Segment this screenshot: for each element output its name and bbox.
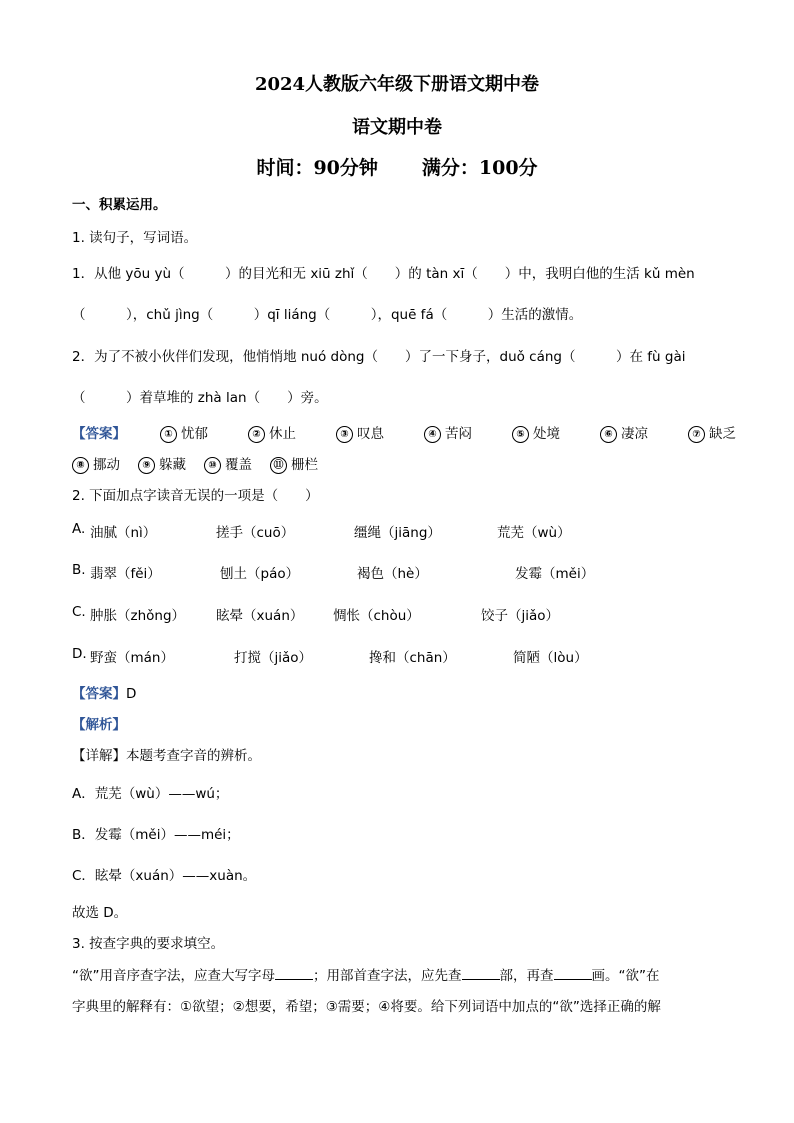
answer-number: ⑨ xyxy=(138,457,155,474)
answer-word: 缺乏 xyxy=(709,426,736,442)
fill-blank[interactable] xyxy=(554,967,592,980)
option-letter: A. xyxy=(72,521,86,537)
answer-item xyxy=(424,422,472,443)
answer-item xyxy=(336,422,384,443)
answer-label: 【答案】 xyxy=(72,426,126,442)
option-word: 简陋（lòu） xyxy=(513,650,588,666)
answer-number: ⑦ xyxy=(688,426,705,443)
fill-blank[interactable] xyxy=(462,967,500,980)
answer-word: 处境 xyxy=(533,426,560,442)
option-word: 翡翠（fěi） xyxy=(90,566,161,582)
answer-item xyxy=(138,453,186,474)
option-word: 刨土（páo） xyxy=(220,566,300,582)
option-word: 眩晕（xuán） xyxy=(216,608,304,624)
answer-item xyxy=(512,422,560,443)
question-1-prompt: 1. 读句子，写词语。 xyxy=(72,230,198,246)
fill-blank[interactable] xyxy=(275,967,313,980)
answer-number: ⑧ xyxy=(72,457,89,474)
answer-item xyxy=(688,422,736,443)
option-letter: C. xyxy=(72,604,86,620)
option-word: 褐色（hè） xyxy=(357,566,428,582)
answer-item xyxy=(204,453,252,474)
question-3-line: 字典里的解释有：①欲望；②想要，希望；③需要；④将要。给下列词语中加点的“欲”选择正确的解 xyxy=(72,999,661,1015)
question-3-prompt: 3. 按查字典的要求填空。 xyxy=(72,936,225,952)
answer-item xyxy=(270,453,318,474)
answer-number: ⑪ xyxy=(270,457,287,474)
answer-list xyxy=(72,453,336,474)
question-1-line: （ ）着草堆的 zhà lan（ ）旁。 xyxy=(72,390,328,406)
option-word: 发霉（měi） xyxy=(515,566,595,582)
option-word: 油腻（nì） xyxy=(90,525,157,541)
analysis-correction: C．眩晕（xuán）——xuàn。 xyxy=(72,868,257,884)
analysis-correction: B．发霉（měi）——méi； xyxy=(72,827,240,843)
option-word: 肿胀（zhǒng） xyxy=(90,608,186,624)
answer-word: 凄凉 xyxy=(621,426,648,442)
answer-word: 忧郁 xyxy=(181,426,208,442)
question-3-line: “欲”用音序查字法，应查大写字母 ；用部首查字法，应先查 部，再查 画。“欲”在 xyxy=(72,968,660,984)
answer-number: ③ xyxy=(336,426,353,443)
option-word: 饺子（jiǎo） xyxy=(481,608,560,624)
answer-number: ⑥ xyxy=(600,426,617,443)
exam-title: 2024人教版六年级下册语文期中卷 xyxy=(254,74,540,95)
option-word: 野蛮（mán） xyxy=(90,650,174,666)
question-1-line: 1．从他 yōu yù（ ）的目光和无 xiū zhǐ（ ）的 tàn xī（ ）中，我明白他的生活 kǔ mèn xyxy=(72,266,695,282)
time-label: 时间：90分钟 xyxy=(256,157,378,179)
option-word: 打搅（jiǎo） xyxy=(234,650,313,666)
answer-word: 栅栏 xyxy=(291,457,318,473)
option-letter: D. xyxy=(72,646,87,662)
exam-subtitle: 语文期中卷 xyxy=(352,117,442,138)
analysis-conclusion: 故选 D。 xyxy=(72,905,128,921)
answer-item xyxy=(72,453,120,474)
option-word: 荒芜（wù） xyxy=(497,525,571,541)
analysis-correction: A．荒芜（wù）——wú； xyxy=(72,786,229,802)
exam-time-score xyxy=(0,153,794,180)
answer-number: ② xyxy=(248,426,265,443)
answer-label: 【答案】 xyxy=(72,686,126,702)
answer-number: ① xyxy=(160,426,177,443)
answer-word: 叹息 xyxy=(357,426,384,442)
question-2-answer xyxy=(72,682,136,702)
option-word: 搓手（cuō） xyxy=(216,525,295,541)
score-label: 满分：100分 xyxy=(421,157,538,179)
option-word: 缰绳（jiāng） xyxy=(354,525,441,541)
question-1-answer-row xyxy=(72,422,126,442)
answer-number: ④ xyxy=(424,426,441,443)
answer-word: 苦闷 xyxy=(445,426,472,442)
question-1-line: （ ），chǔ jìng（ ）qī liáng（ ），quē fá（ ）生活的激情。 xyxy=(72,307,583,323)
option-word: 搀和（chān） xyxy=(369,650,456,666)
answer-word: 躲藏 xyxy=(159,457,186,473)
answer-word: 覆盖 xyxy=(225,457,252,473)
option-word: 惆怅（chòu） xyxy=(333,608,420,624)
answer-number: ⑤ xyxy=(512,426,529,443)
answer-word: 挪动 xyxy=(93,457,120,473)
analysis-detail: 【详解】本题考查字音的辨析。 xyxy=(72,748,261,764)
question-1-line: 2．为了不被小伙伴们发现，他悄悄地 nuó dòng（ ）了一下身子，duǒ cáng（ ）在 fù gài xyxy=(72,349,686,365)
answer-number: ⑩ xyxy=(204,457,221,474)
answer-item xyxy=(248,422,296,443)
answer-list xyxy=(160,422,776,443)
answer-word: 休止 xyxy=(269,426,296,442)
section-heading: 一、积累运用。 xyxy=(72,197,167,213)
analysis-label: 【解析】 xyxy=(72,717,126,733)
option-letter: B. xyxy=(72,562,86,578)
question-2-prompt: 2. 下面加点字读音无误的一项是（ ） xyxy=(72,488,319,504)
answer-item xyxy=(600,422,648,443)
answer-item xyxy=(160,422,208,443)
answer-value: D xyxy=(126,686,137,702)
